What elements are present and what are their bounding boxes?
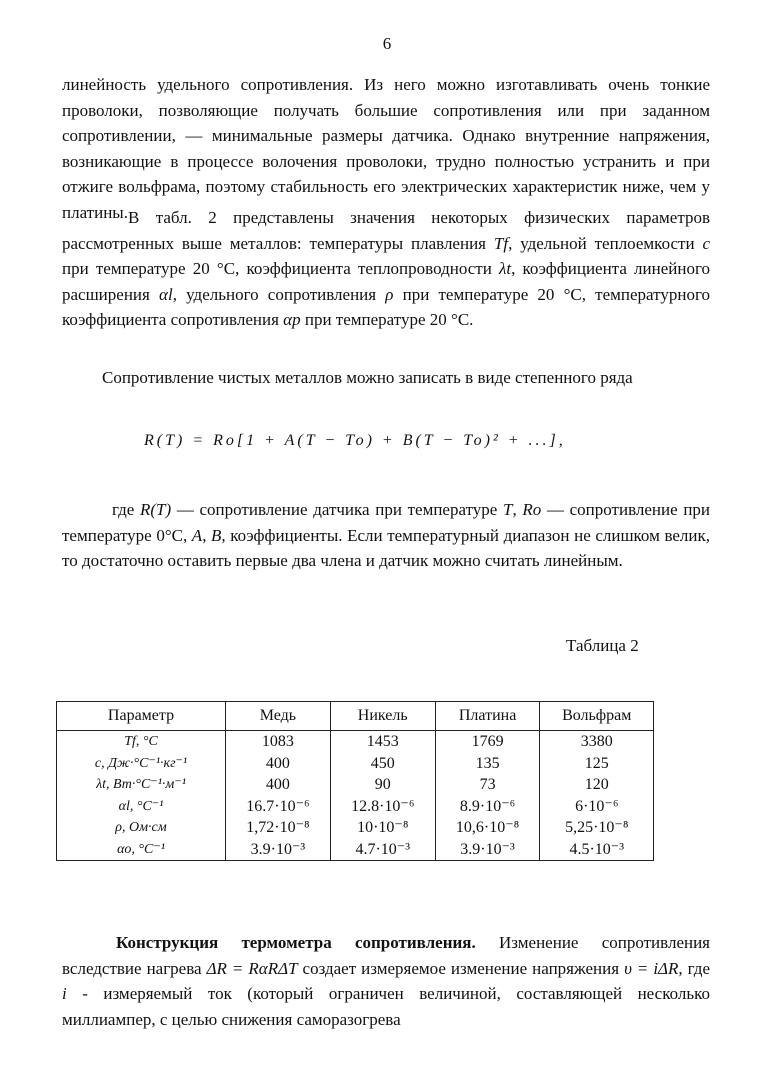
symbol-r0: Ro <box>522 500 542 519</box>
table-cell: 8.9·10⁻⁶ <box>435 796 540 818</box>
table-cell: 135 <box>435 753 540 775</box>
symbol-a: A <box>191 525 203 545</box>
table-cell: 1453 <box>330 731 435 753</box>
table-row <box>57 796 654 818</box>
table-cell: 400 <box>226 753 331 775</box>
table-row <box>57 817 654 839</box>
section-heading: Конструкция термометра сопротивления. <box>116 933 476 952</box>
text-segment: — сопротивление датчика при температуре <box>171 500 504 519</box>
column-header: Никель <box>330 702 435 731</box>
symbol-b: B <box>211 525 222 545</box>
text-segment: , где <box>678 958 710 978</box>
table-cell-parameter: λt, Вт·°C⁻¹·м⁻¹ <box>57 774 226 796</box>
table-row <box>57 774 654 796</box>
paragraph-power-series: Сопротивление чистых металлов можно записать в виде степенного ряда <box>102 368 633 387</box>
text-segment: , <box>202 525 212 545</box>
text-segment: создает измеряемое изменение напряжения <box>297 958 625 978</box>
text-segment: при температуре 20 °С, температурного коэффициента сопротивления <box>62 284 710 329</box>
symbol-heat-capacity: c <box>702 233 710 253</box>
column-header: Медь <box>226 702 331 731</box>
table-cell: 73 <box>435 774 540 796</box>
text-segment: В табл. 2 представлены значения некоторых физических параметров рассмотренных выше металлов: температуры плавления <box>62 208 710 253</box>
symbol-current: i <box>62 984 67 1003</box>
table-cell: 90 <box>330 774 435 796</box>
symbol-r-of-t: R(T) <box>140 500 172 519</box>
column-header: Вольфрам <box>540 702 654 731</box>
table-cell: 10,6·10⁻⁸ <box>435 817 540 839</box>
paragraph-tungsten-properties: линейность удельного сопротивления. Из него можно изготавливать очень тонкие проволоки, позволяющие получать большие сопротивления или при заданном сопротивлении, — минимальные размеры датчика. Однако внутренние напряжения, возникающие в процессе волочения проволоки, трудно полностью устранить и при отжиге вольфрама, поэтому стабильность его электрических характеристик ниже, чем у платины. <box>62 75 710 222</box>
table-cell: 16.7·10⁻⁶ <box>226 796 331 818</box>
table-cell: 400 <box>226 774 331 796</box>
table-cell: 3.9·10⁻³ <box>226 839 331 861</box>
table-header-row <box>57 702 654 731</box>
table-cell: 6·10⁻⁶ <box>540 796 654 818</box>
text-segment: , <box>512 500 523 519</box>
metals-parameters-table <box>56 701 654 861</box>
table-row <box>57 839 654 861</box>
table-cell: 3.9·10⁻³ <box>435 839 540 861</box>
text-segment: при температуре 20 °С. <box>300 310 474 329</box>
text-segment: , коэффициента линейного расширения <box>62 259 710 304</box>
table-cell: 4.5·10⁻³ <box>540 839 654 861</box>
paragraph-table-intro <box>62 205 710 333</box>
table-cell: 120 <box>540 774 654 796</box>
table-cell-parameter: Tf, °C <box>57 731 226 753</box>
page-number: 6 <box>382 34 392 53</box>
table-cell-parameter: c, Дж·°C⁻¹·кг⁻¹ <box>57 753 226 775</box>
resistance-formula: R(T) = Ro[1 + A(T − To) + B(T − To)² + ...], <box>144 432 566 449</box>
text-segment: , удельного сопротивления <box>172 284 386 304</box>
table-cell: 125 <box>540 753 654 775</box>
symbol-temp-coefficient: αр <box>283 310 301 329</box>
formula-delta-r: ΔR = RαRΔT <box>206 958 298 978</box>
formula-voltage: υ = iΔR <box>624 958 679 978</box>
text-segment: Изменение сопротивления вследствие нагрева <box>62 933 711 978</box>
table-cell-parameter: αo, °C⁻¹ <box>57 839 226 861</box>
table-cell: 5,25·10⁻⁸ <box>540 817 654 839</box>
table-cell: 3380 <box>540 731 654 753</box>
table-cell: 4.7·10⁻³ <box>330 839 435 861</box>
text-segment: при температуре 20 °С, коэффициента теплопроводности <box>62 259 499 278</box>
paragraph-thermometer-construction <box>62 930 710 1032</box>
symbol-thermal-conductivity: λt <box>499 259 512 278</box>
table-cell: 1083 <box>226 731 331 753</box>
text-segment: где <box>112 500 140 519</box>
table-cell-parameter: αl, °C⁻¹ <box>57 796 226 818</box>
text-segment: - измеряемый ток (который ограничен величиной, составляющей несколько миллиампер, с целью снижения саморазогрева <box>62 984 710 1029</box>
text-segment: , удельной теплоемкости <box>508 233 703 253</box>
table-row <box>57 731 654 753</box>
table-cell-parameter: ρ, Ом·см <box>57 817 226 839</box>
table-cell: 450 <box>330 753 435 775</box>
symbol-melting-temp: Tf <box>493 233 509 253</box>
symbol-resistivity: ρ <box>385 284 394 304</box>
column-header: Платина <box>435 702 540 731</box>
table-cell: 10·10⁻⁸ <box>330 817 435 839</box>
table-cell: 1769 <box>435 731 540 753</box>
table-caption: Таблица 2 <box>566 636 639 655</box>
table-row <box>57 753 654 775</box>
symbol-linear-expansion: αl <box>159 284 173 304</box>
table-cell: 1,72·10⁻⁸ <box>226 817 331 839</box>
table-cell: 12.8·10⁻⁶ <box>330 796 435 818</box>
paragraph-formula-explanation <box>62 497 710 574</box>
symbol-t: T <box>503 500 513 519</box>
text-segment: , коэффициенты. Если температурный диапазон не слишком велик, то достаточно оставить первые два члена и датчик можно считать линейным. <box>62 525 711 570</box>
text-segment: — сопротивление при температуре 0°С, <box>62 500 711 545</box>
column-header: Параметр <box>57 702 226 731</box>
